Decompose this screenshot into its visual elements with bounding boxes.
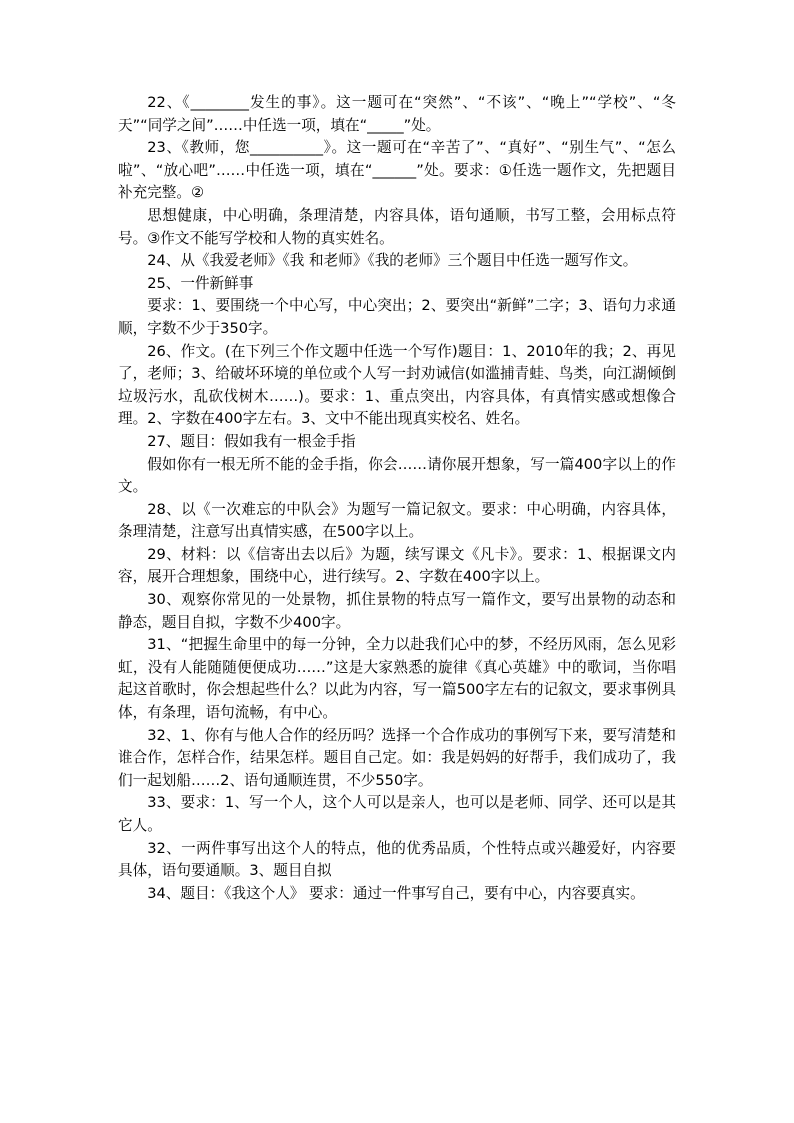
paragraph-22: 22、《________发生的事》。这一题可在“突然”、“不该”、“晚上”“学校”、“冬天”“同学之间”……中任选一项，填在“_____”处。: [118, 94, 676, 134]
paragraph-29: 29、材料：以《信寄出去以后》为题，续写课文《凡卡》。要求：1、根据课文内容，展开合理想象，围绕中心，进行续写。2、字数在400字以上。: [118, 545, 676, 586]
paragraph-25-requirements: 要求：1、要围绕一个中心写，中心突出；2、要突出“新鲜”二字；3、语句力求通顺，字数不少于350字。: [118, 297, 676, 337]
paragraph-24: 24、从《我爱老师》《我 和老师》《我的老师》三个题目中任选一题写作文。: [147, 252, 638, 270]
paragraph-26: 26、作文。(在下列三个作文题中任选一个写作)题目：1、2010年的我；2、再见了，老师；3、给破坏环境的单位或个人写一封劝诫信(如滥捕青蛙、鸟类，向江湖倾倒垃圾污水，乱砍伐树木……)。要求：1、重点突出，内容具体，有真情实感或想像合理。2、字数在400字左右。3、文中不能出现真实校名、姓名。: [118, 342, 676, 428]
paragraph-23-requirements: 思想健康，中心明确，条理清楚，内容具体，语句通顺，书写工整，会用标点符号。③作文不能写学校和人物的真实姓名。: [118, 206, 676, 247]
paragraph-23: 23、《教师，您__________》。这一题可在“辛苦了”、“真好”、“别生气”、“怎么啦”、“放心吧”……中任选一项，填在“______”处。要求：①任选一题作文，先把题目补充完整。②: [118, 139, 676, 202]
paragraph-32: 32、1、你有与他人合作的经历吗？选择一个合作成功的事例写下来，要写清楚和谁合作，怎样合作，结果怎样。题目自己定。如：我是妈妈的好帮手，我们成功了，我们一起划船……2、语句通顺连贯，不少550字。: [118, 726, 676, 789]
paragraph-30: 30、观察你常见的一处景物，抓住景物的特点写一篇作文，要写出景物的动态和静态，题目自拟，字数不少400字。: [118, 591, 676, 631]
paragraph-31: 31、“把握生命里中的每一分钟，全力以赴我们心中的梦，不经历风雨，怎么见彩虹，没有人能随随便便成功……”这是大家熟悉的旋律《真心英雄》中的歌词，当你唱起这首歌时，你会想起些什么？以此为内容，写一篇500字左右的记叙文，要求事例具体，有条理，语句流畅，有中心。: [118, 636, 676, 722]
paragraph-27-body: 假如你有一根无所不能的金手指，你会……请你展开想象，写一篇400字以上的作文。: [118, 455, 676, 496]
paragraph-25-title: 25、一件新鲜事: [147, 274, 254, 292]
paragraph-28: 28、以《一次难忘的中队会》为题写一篇记叙文。要求：中心明确，内容具体，条理清楚，注意写出真情实感，在500字以上。: [118, 500, 676, 541]
paragraph-34: 34、题目：《我这个人》 要求：通过一件事写自己，要有中心，内容要真实。: [147, 884, 645, 902]
document-body: [118, 92, 676, 905]
paragraph-32b: 32、一两件事写出这个人的特点，他的优秀品质，个性特点或兴趣爱好，内容要具体，语句要通顺。3、题目自拟: [118, 839, 676, 880]
paragraph-27-title: 27、题目：假如我有一根金手指: [147, 432, 356, 450]
paragraph-33: 33、要求：1、写一个人，这个人可以是亲人，也可以是老师、同学、还可以是其它人。: [118, 794, 676, 834]
